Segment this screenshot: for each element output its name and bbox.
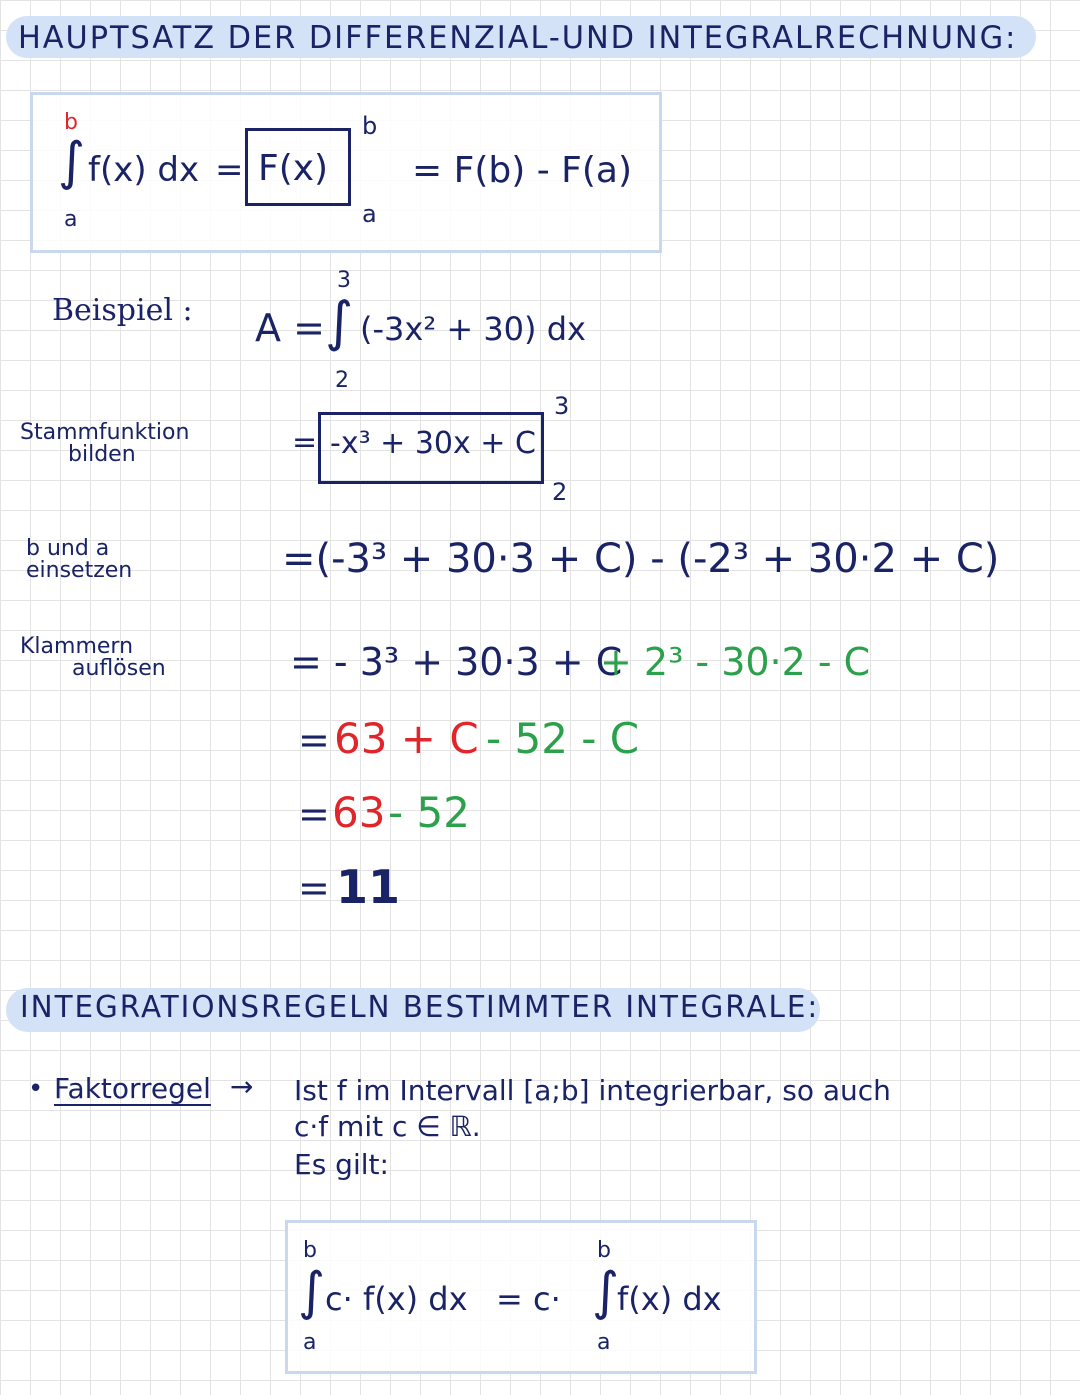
theorem-bracket-lower: a <box>362 200 377 228</box>
step-label-antiderivative <box>20 422 189 466</box>
line5-red: 63 + C <box>334 714 479 763</box>
rule-name: Faktorregel <box>54 1072 211 1105</box>
line2-lower: 2 <box>552 478 568 506</box>
line6-equals: = <box>298 792 330 836</box>
step-label-insert-2: einsetzen <box>26 558 133 583</box>
line6-red: 63 <box>332 788 386 837</box>
line2-equals: = <box>292 425 318 460</box>
rule-upper-left: b <box>303 1238 317 1263</box>
line5-equals: = <box>298 718 330 762</box>
rule-text-line1: Ist f im Intervall [a;b] integrierbar, so auch <box>294 1074 891 1107</box>
example-area-lhs: A = <box>255 306 325 350</box>
step-label-antiderivative-1: Stammfunktion <box>20 420 190 445</box>
line4-part-a: = - 3³ + 30·3 + C <box>290 640 623 684</box>
theorem-equals: = <box>215 150 244 190</box>
rule-arrow: → <box>230 1070 254 1103</box>
integral-sign: ∫ <box>58 132 86 192</box>
rule-formula-eq: = c· <box>496 1280 561 1318</box>
rule-formula-right: f(x) dx <box>617 1280 722 1318</box>
main-heading: HAUPTSATZ DER DIFFERENZIAL-UND INTEGRALRECHNUNG: <box>18 20 1018 56</box>
rule-integral-right: ∫ <box>592 1262 620 1322</box>
rule-bullet: • <box>28 1074 44 1104</box>
step-label-expand-2: auflösen <box>72 656 166 681</box>
line4-part-b: + 2³ - 30·2 - C <box>600 640 871 684</box>
rule-text-line3: Es gilt: <box>294 1148 389 1181</box>
theorem-bracket-content: F(x) <box>258 148 329 189</box>
rule-integral-left: ∫ <box>298 1262 326 1322</box>
rule-formula-left: c· f(x) dx <box>325 1280 468 1318</box>
example-label: Beispiel : <box>52 293 193 328</box>
line5-green: - 52 - C <box>486 714 640 763</box>
line7-result: 11 <box>336 860 401 914</box>
rule-upper-right: b <box>597 1238 611 1263</box>
step-label-insert <box>26 538 132 582</box>
theorem-integrand: f(x) dx <box>88 150 200 190</box>
step-label-expand <box>20 636 166 680</box>
example-integral-sign: ∫ <box>325 290 354 353</box>
line3-content: =(-3³ + 30·3 + C) - (-2³ + 30·2 + C) <box>282 536 1000 582</box>
theorem-bracket-upper: b <box>362 112 378 140</box>
line2-upper: 3 <box>554 392 570 420</box>
step-label-expand-1: Klammern <box>20 634 134 659</box>
rule-text-line2: c·f mit c ∈ ℝ. <box>294 1110 481 1143</box>
rule-lower-right: a <box>597 1330 611 1355</box>
theorem-upper-limit: b <box>64 110 78 135</box>
example-integrand: (-3x² + 30) dx <box>360 310 586 348</box>
rule-lower-left: a <box>303 1330 317 1355</box>
line6-green: - 52 <box>388 788 470 837</box>
section-heading: INTEGRATIONSREGELN BESTIMMTER INTEGRALE: <box>20 990 820 1025</box>
example-lower: 2 <box>335 368 349 393</box>
example-upper: 3 <box>337 268 351 293</box>
theorem-result: = F(b) - F(a) <box>412 150 632 191</box>
line7-equals: = <box>298 866 330 910</box>
theorem-lower-limit: a <box>64 207 78 232</box>
line2-content: -x³ + 30x + C <box>330 426 536 461</box>
step-label-antiderivative-2: bilden <box>68 442 136 467</box>
step-label-insert-1: b und a <box>26 536 110 561</box>
